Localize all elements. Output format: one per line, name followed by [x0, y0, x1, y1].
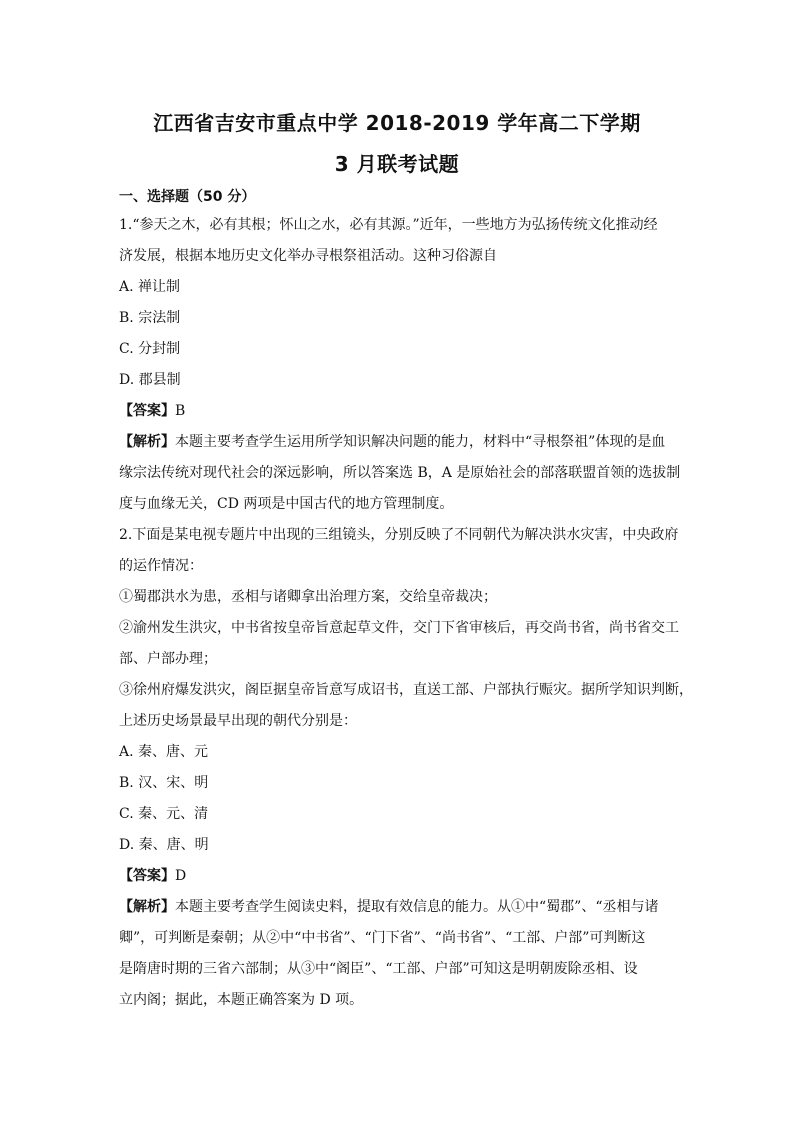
question-1-option-a: A. 禅让制	[119, 279, 181, 295]
question-2-answer	[119, 861, 679, 892]
question-2-stem-line-6: ③徐州府爆发洪灾，阁臣据皇帝旨意写成诏书，直送工部、户部执行赈灾。据所学知识判断，	[119, 682, 693, 698]
question-2-stem-line-4: ②渝州发生洪灾，中书省按皇帝旨意起草文件，交门下省审核后，再交尚书省，尚书省交工	[119, 620, 679, 636]
document-title-line-1: 江西省吉安市重点中学 2018-2019 学年高二下学期	[153, 111, 641, 135]
question-2-option-a: A. 秦、唐、元	[119, 744, 209, 760]
analysis-label: 【解析】	[119, 899, 175, 915]
question-1-option-b: B. 宗法制	[119, 310, 181, 326]
question-2-stem-line-3: ①蜀郡洪水为患，丞相与诸卿拿出治理方案，交给皇帝裁决；	[119, 589, 497, 605]
answer-value: D	[175, 868, 187, 884]
question-1-option-d: D. 郡县制	[119, 372, 181, 388]
question-2-option-c: C. 秦、元、清	[119, 806, 209, 822]
question-1-answer	[119, 396, 679, 427]
question-1-analysis-line-3: 度与血缘无关，CD 两项是中国古代的地方管理制度。	[119, 496, 454, 512]
question-1-stem-line-2: 济发展，根据本地历史文化举办寻根祭祖活动。这种习俗源自	[119, 248, 497, 264]
question-2-stem-line-7: 上述历史场景最早出现的朝代分别是：	[119, 713, 357, 729]
document-body	[119, 210, 693, 1016]
answer-label: 【答案】	[119, 403, 175, 419]
document-title-line-2: 3 月联考试题	[334, 152, 460, 176]
question-2-stem-line-5: 部、户部办理；	[119, 651, 217, 667]
analysis-text: 本题主要考查学生阅读史料，提取有效信息的能力。从①中“蜀郡”、“丞相与诸	[175, 899, 659, 915]
analysis-text: 本题主要考查学生运用所学知识解决问题的能力，材料中“寻根祭祖”体现的是血	[175, 434, 666, 450]
question-2-stem-line-2: 的运作情况：	[119, 558, 203, 574]
question-1-stem-line-1: 1.“参天之木，必有其根；怀山之水，必有其源。”近年，一些地方为弘扬传统文化推动经	[119, 217, 658, 233]
question-2-stem-line-1: 2.下面是某电视专题片中出现的三组镜头，分别反映了不同朝代为解决洪水灾害，中央政府	[119, 527, 679, 543]
question-2-analysis-line-1	[119, 892, 679, 923]
answer-value: B	[175, 403, 186, 419]
question-1-analysis-line-2: 缘宗法传统对现代社会的深远影响，所以答案选 B，A 是原始社会的部落联盟首领的选拔制	[119, 465, 681, 481]
question-1-analysis-line-1	[119, 427, 679, 458]
question-2-analysis-line-3: 是隋唐时期的三省六部制；从③中“阁臣”、“工部、户部”可知这是明朝废除丞相、设	[119, 961, 638, 977]
section-heading: 一、选择题（50 分）	[119, 189, 256, 205]
question-1-option-c: C. 分封制	[119, 341, 181, 357]
answer-label: 【答案】	[119, 868, 175, 884]
question-2-option-b: B. 汉、宋、明	[119, 775, 209, 791]
question-2-analysis-line-4: 立内阁；据此，本题正确答案为 D 项。	[119, 992, 364, 1008]
question-2-option-d: D. 秦、唐、明	[119, 837, 209, 853]
analysis-label: 【解析】	[119, 434, 175, 450]
question-2-analysis-line-2: 卿”，可判断是秦朝；从②中“中书省”、“门下省”、“尚书省”、“工部、户部”可判断这	[119, 930, 646, 946]
